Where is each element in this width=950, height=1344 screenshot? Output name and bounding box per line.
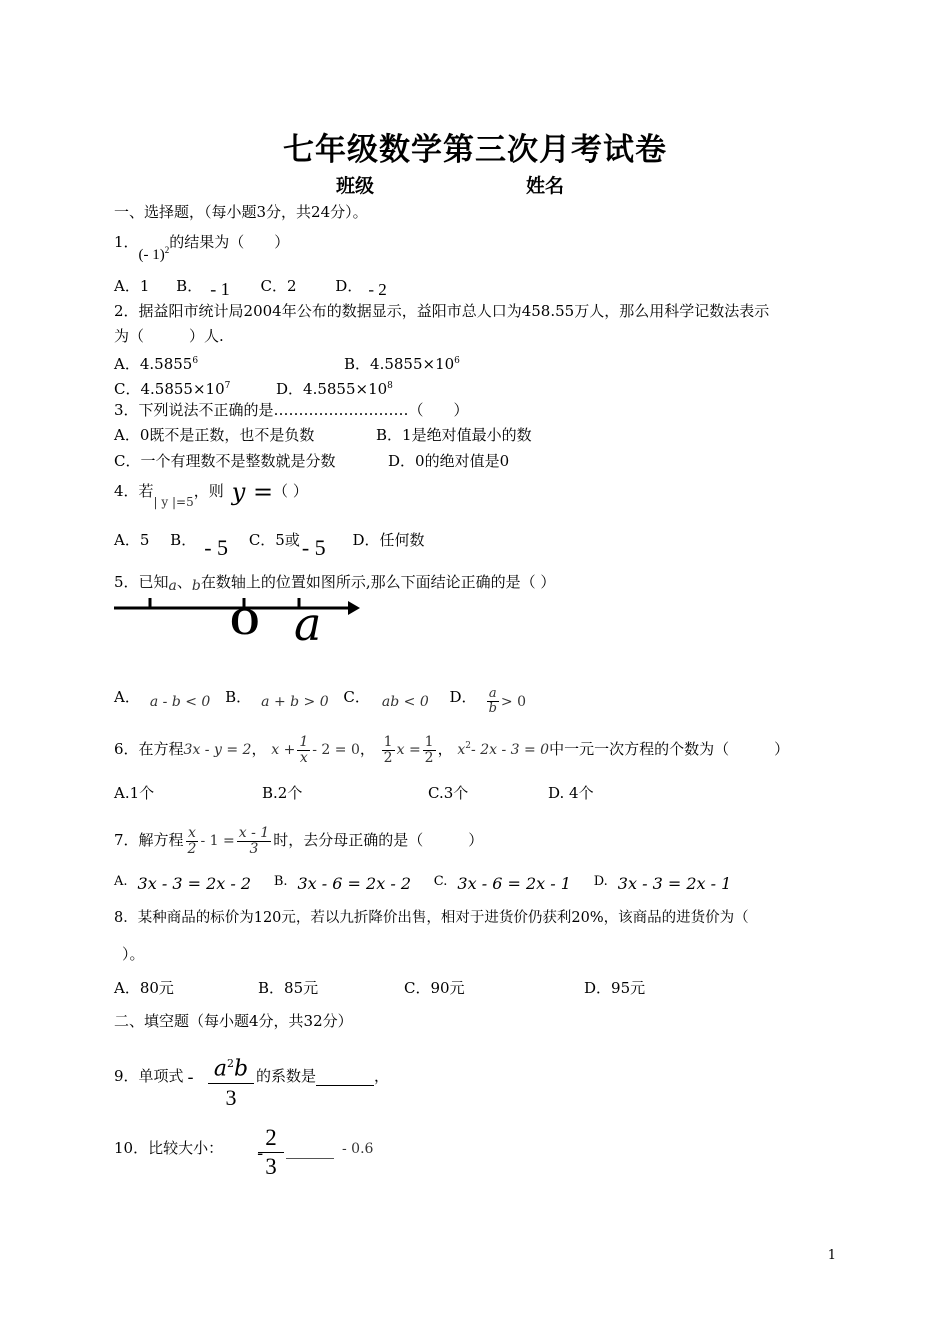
- question-5: 5．已知a、b在数轴上的位置如图所示,那么下面结论正确的是（ ）: [114, 573, 556, 594]
- q2-option-b: B．$4.5855\times 10^6$: [344, 355, 460, 373]
- q1-option-a: A．1: [114, 277, 150, 295]
- question-2-line-1: 2．据益阳市统计局2004年公布的数据显示，益阳市总人口为458.55万人，那么用科学记数法表示: [114, 302, 770, 320]
- q6-option-a: A.1个: [114, 784, 155, 802]
- q10-answer-blank[interactable]: [286, 1142, 334, 1159]
- q1-option-d: D． - 2: [335, 277, 387, 299]
- q5-options: A． a - b < 0 B． a + b > 0 C． ab < 0 D． $\frac{a}{b}$ > 0: [114, 686, 526, 716]
- q4-option-d: D．任何数: [352, 531, 425, 549]
- section-1-heading: 一、选择题，（每小题3分，共24分）。: [114, 203, 368, 221]
- q7-fraction-2: $\frac{x - 1}{3}$: [238, 825, 270, 857]
- q4-option-c: C．5或- 5: [248, 531, 326, 560]
- q4-option-b: B． - 5: [170, 531, 229, 560]
- page-title: 七年级数学第三次月考试卷: [283, 132, 667, 168]
- number-line-arrow: [348, 601, 360, 615]
- q3-option-a: A．0既不是正数，也不是负数: [114, 426, 315, 444]
- q1-options: [114, 275, 387, 299]
- question-9: 9．单项式 -: [114, 1067, 194, 1088]
- question-6: 6．在方程3x - y = 2， x + $\frac{1}{x}$ - 2 = 0， $\frac{1}{2}$ x = $\frac{1}{2}$ ， $x^2-$ 2x - 3 = 0中一元一次方程的个数为（ ）: [114, 734, 790, 766]
- q3-option-c: C．一个有理数不是整数就是分数: [114, 452, 336, 470]
- q2-option-a: A．4.5855$^6$: [114, 355, 199, 373]
- q5-option-d-fraction: $\frac{a}{b}$: [488, 686, 497, 716]
- q8-option-b: B．85元: [258, 979, 319, 997]
- q8-option-d: D．95元: [584, 979, 646, 997]
- q6-eq-2-fraction: $\frac{1}{x}$: [299, 734, 309, 766]
- q3-option-d: D．0的绝对值是0: [388, 452, 510, 470]
- q9-fraction: $a^2b$ 3: [208, 1050, 254, 1112]
- q4-option-a: A．5: [114, 531, 150, 549]
- q7-option-d: 3x - 3 = 2x - 1: [617, 874, 732, 893]
- q3-option-b: B．1是绝对值最小的数: [376, 426, 532, 444]
- q10-fraction: 2 3: [258, 1124, 284, 1181]
- q9-text: 的系数是 ，: [256, 1067, 390, 1085]
- question-3: 3．下列说法不正确的是………………………（ ）: [114, 401, 469, 419]
- q4-options: [114, 528, 425, 560]
- section-2-heading: 二、填空题（每小题4分，共32分）: [114, 1012, 353, 1030]
- q9-answer-blank[interactable]: [316, 1069, 374, 1086]
- q7-option-a: 3x - 3 = 2x - 2: [137, 874, 252, 893]
- q5-option-a: a - b < 0: [149, 694, 211, 711]
- page-number: 1: [827, 1248, 836, 1263]
- question-7: 7．解方程 $\frac{x}{2}$ - 1 = $\frac{x - 1}{3}$ 时，去分母正确的是（ ）: [114, 825, 484, 857]
- q4-y: y =: [231, 478, 274, 506]
- q1-option-c: C．2: [260, 277, 297, 295]
- question-8-line-2: ）。: [122, 945, 145, 963]
- q6-eq-3-fraction-1: $\frac{1}{2}$: [383, 734, 393, 766]
- q5-option-c: ab < 0: [381, 694, 429, 711]
- q5-option-b: a + b > 0: [261, 694, 329, 711]
- q8-option-c: C．90元: [404, 979, 465, 997]
- q7-option-c: 3x - 6 = 2x - 1: [457, 874, 571, 893]
- q6-option-d: D. 4个: [548, 784, 594, 802]
- q4-condition: | y |=5: [153, 495, 194, 509]
- question-10: 10．比较大小： -: [114, 1139, 264, 1164]
- point-a-label: a: [294, 597, 322, 651]
- q6-eq-3-fraction-2: $\frac{1}{2}$: [424, 734, 434, 766]
- q6-eq-1: 3x - y = 2: [183, 742, 252, 759]
- q1-expression: (- 1)$^2$: [138, 245, 170, 263]
- class-label: 班级: [336, 175, 375, 197]
- name-label: 姓名: [526, 175, 565, 197]
- question-1: 1．(- 1)$^2$的结果为（ ）: [114, 233, 290, 263]
- q6-option-c: C.3个: [428, 784, 469, 802]
- question-4: 4．若$_{| y |=5}$，则 y =（ ）: [114, 478, 308, 509]
- q7-options: A. 3x - 3 = 2x - 2 B. 3x - 6 = 2x - 2 C. 3x - 6 = 2x - 1 D. 3x - 3 = 2x - 1: [114, 874, 732, 893]
- q2-option-d: D．$4.5855\times 10^8$: [276, 380, 393, 398]
- origin-label: O: [230, 601, 260, 643]
- q2-option-c: C．$4.5855\times 10^7$: [114, 380, 231, 398]
- question-2-line-2: 为（ ）人.: [114, 327, 224, 345]
- q7-fraction-1: $\frac{x}{2}$: [187, 825, 197, 857]
- q8-option-a: A．80元: [114, 979, 174, 997]
- question-8-line-1: 8．某种商品的标价为120元，若以九折降价出售，相对于进货价仍获利20%，该商品的进货价为（: [114, 910, 749, 926]
- q7-option-b: 3x - 6 = 2x - 2: [297, 874, 411, 893]
- q6-option-b: B.2个: [262, 784, 303, 802]
- q1-option-b: B． - 1: [176, 277, 230, 299]
- q10-text: - 0.6: [286, 1138, 373, 1159]
